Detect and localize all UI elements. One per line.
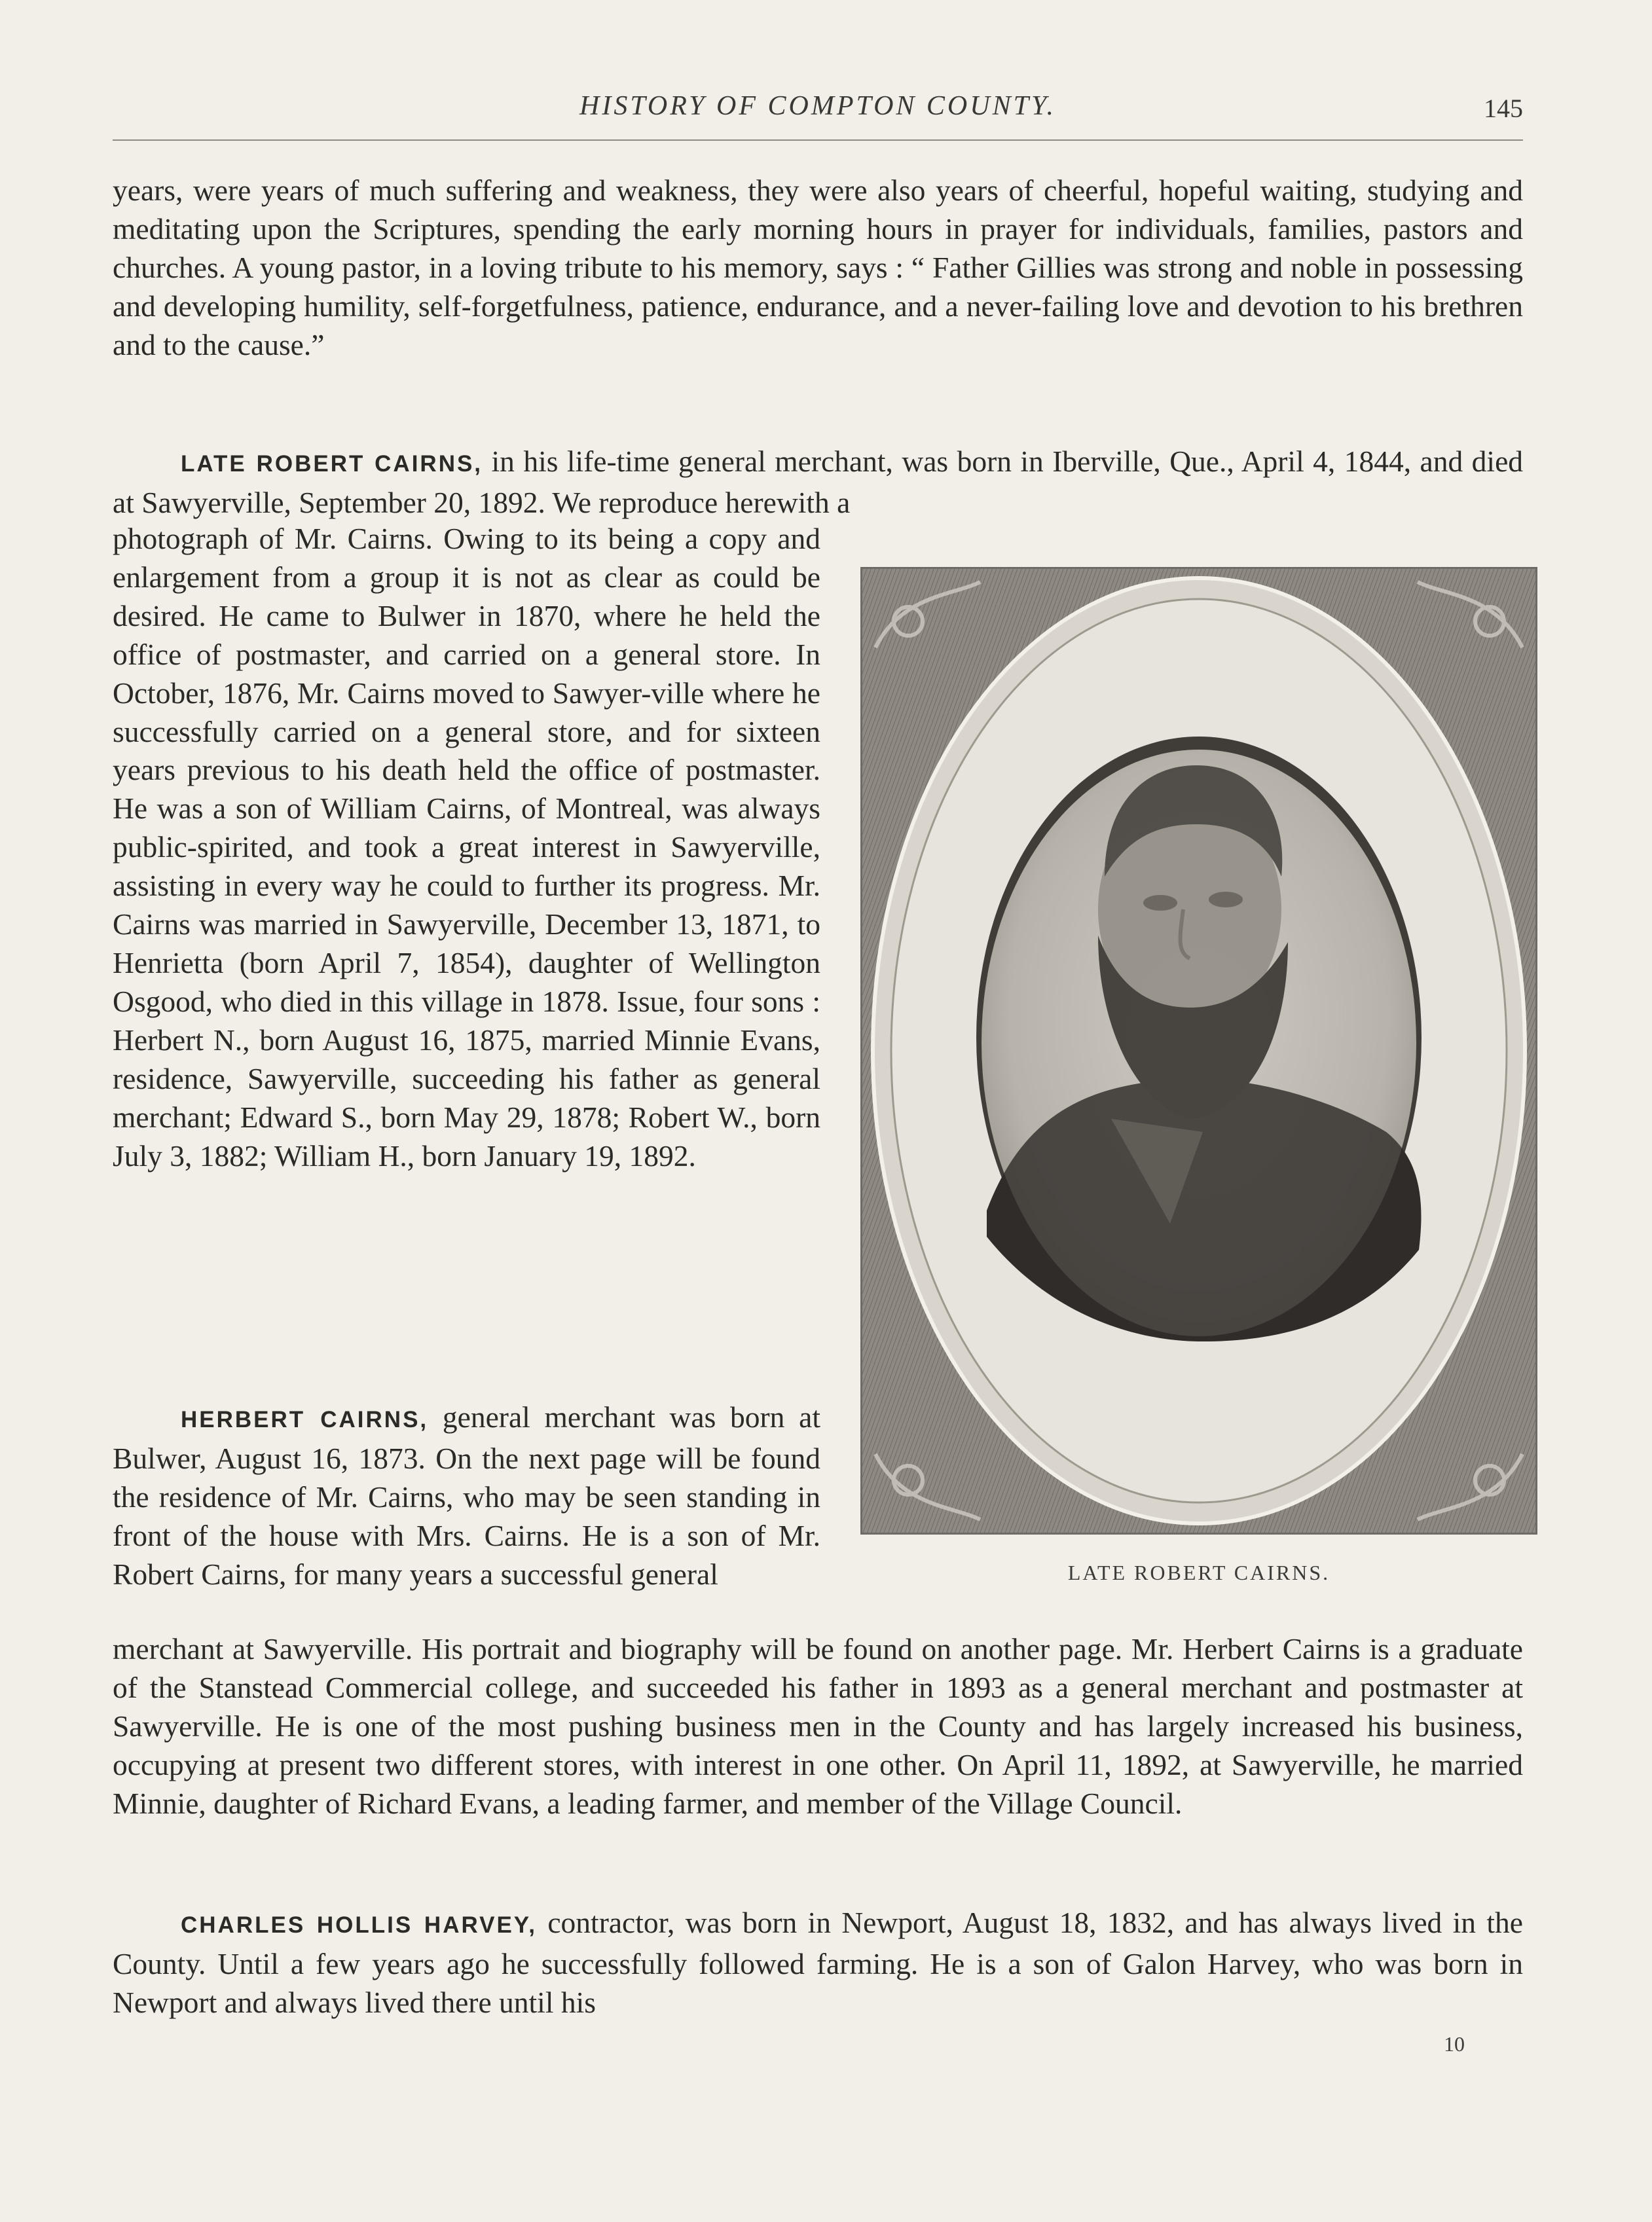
entry-name-charles-hollis-harvey: CHARLES HOLLIS HARVEY, (181, 1912, 537, 1938)
harvey-text: contractor, was born in Newport, August 18, 1832, and has always lived in the County. Until a few years ago he successfully followed farming. He is a son of Galon Harvey, who was born in Newport and always lived there until his (113, 1906, 1523, 2019)
paragraph-gillies-conclusion: years, were years of much suffering and weakness, they were also years of cheerful, hopeful waiting, studying and meditating upon the Scriptures, spending the early morning hours in prayer for individuals, families, pastors and churches. A young pastor, in a loving tribute to his memory, says : “ Father Gillies was strong and noble in possessing and developing humility, self-forgetfulness, patience, endurance, and a never-failing love and devotion to his brethren and to the cause.” (113, 173, 1523, 361)
running-title: HISTORY OF COMPTON COUNTY. (579, 91, 1056, 121)
portrait-caption: LATE ROBERT CAIRNS. (1067, 1561, 1331, 1584)
page-number: 145 (1484, 94, 1523, 123)
robert-cairns-intro-text: in his life-time general merchant, was born in Iberville, Que., April 4, 1844, and died at Sawyerville, September 20, 1892. We reproduce herewith a (113, 445, 1524, 519)
paragraph-robert-cairns-body: photograph of Mr. Cairns. Owing to its being a copy and enlargement from a group it is not as clear as could be desired. He came to Bulwer in 1870, where he held the office of postmaster, and carried on a general store. In October, 1876, Mr. Cairns moved to Sawyer-ville where he successfully carried on a general store, and for sixteen years previous to his death held the office of postmaster. He was a son of William Cairns, of Montreal, was always public-spirited, and took a great interest in Sawyerville, assisting in every way he could to further its progress. Mr. Cairns was married in Sawyerville, December 13, 1871, to Henrietta (born April 7, 1854), daughter of Wellington Osgood, who died in this village in 1878. Issue, four sons : Herbert N., born August 16, 1875, married Minnie Evans, residence, Sawyerville, succeeding his father as general merchant; Edward S., born May 29, 1878; Robert W., born July 3, 1882; William H., born January 19, 1892. (113, 522, 820, 1173)
paragraph-herbert-cairns-body: merchant at Sawyerville. His portrait and biography will be found on another page. Mr. Herbert Cairns is a graduate of the Stanstead Commercial college, and succeeded his father in 1893 as a general merchant and postmaster at Sawyerville. He is one of the most pushing business men in the County and has largely increased his business, occupying at present two different stores, with interest in one other. On April 11, 1892, at Sawyerville, he married Minnie, daughter of Richard Evans, a leading farmer, and member of the Village Council. (113, 1632, 1523, 1820)
paragraph-charles-hollis-harvey (113, 1904, 1523, 2022)
portrait-photograph (860, 567, 1537, 1535)
running-head (113, 84, 1523, 136)
signature-mark: 10 (1444, 2032, 1465, 2056)
herbert-cairns-intro-text: general merchant was born at Bulwer, August 16, 1873. On the next page will be found the residence of Mr. Cairns, who may be seen standing in front of the house with Mrs. Cairns. He is a son of Mr. Robert Cairns, for many years a successful general (113, 1400, 821, 1591)
header-rule (113, 139, 1523, 141)
paragraph-herbert-cairns-intro (113, 1398, 820, 1594)
entry-name-herbert-cairns: HERBERT CAIRNS, (181, 1407, 429, 1432)
portrait-image (862, 569, 1535, 1533)
entry-name-robert-cairns: LATE ROBERT CAIRNS, (181, 451, 483, 477)
paragraph-robert-cairns-intro (113, 443, 1523, 522)
